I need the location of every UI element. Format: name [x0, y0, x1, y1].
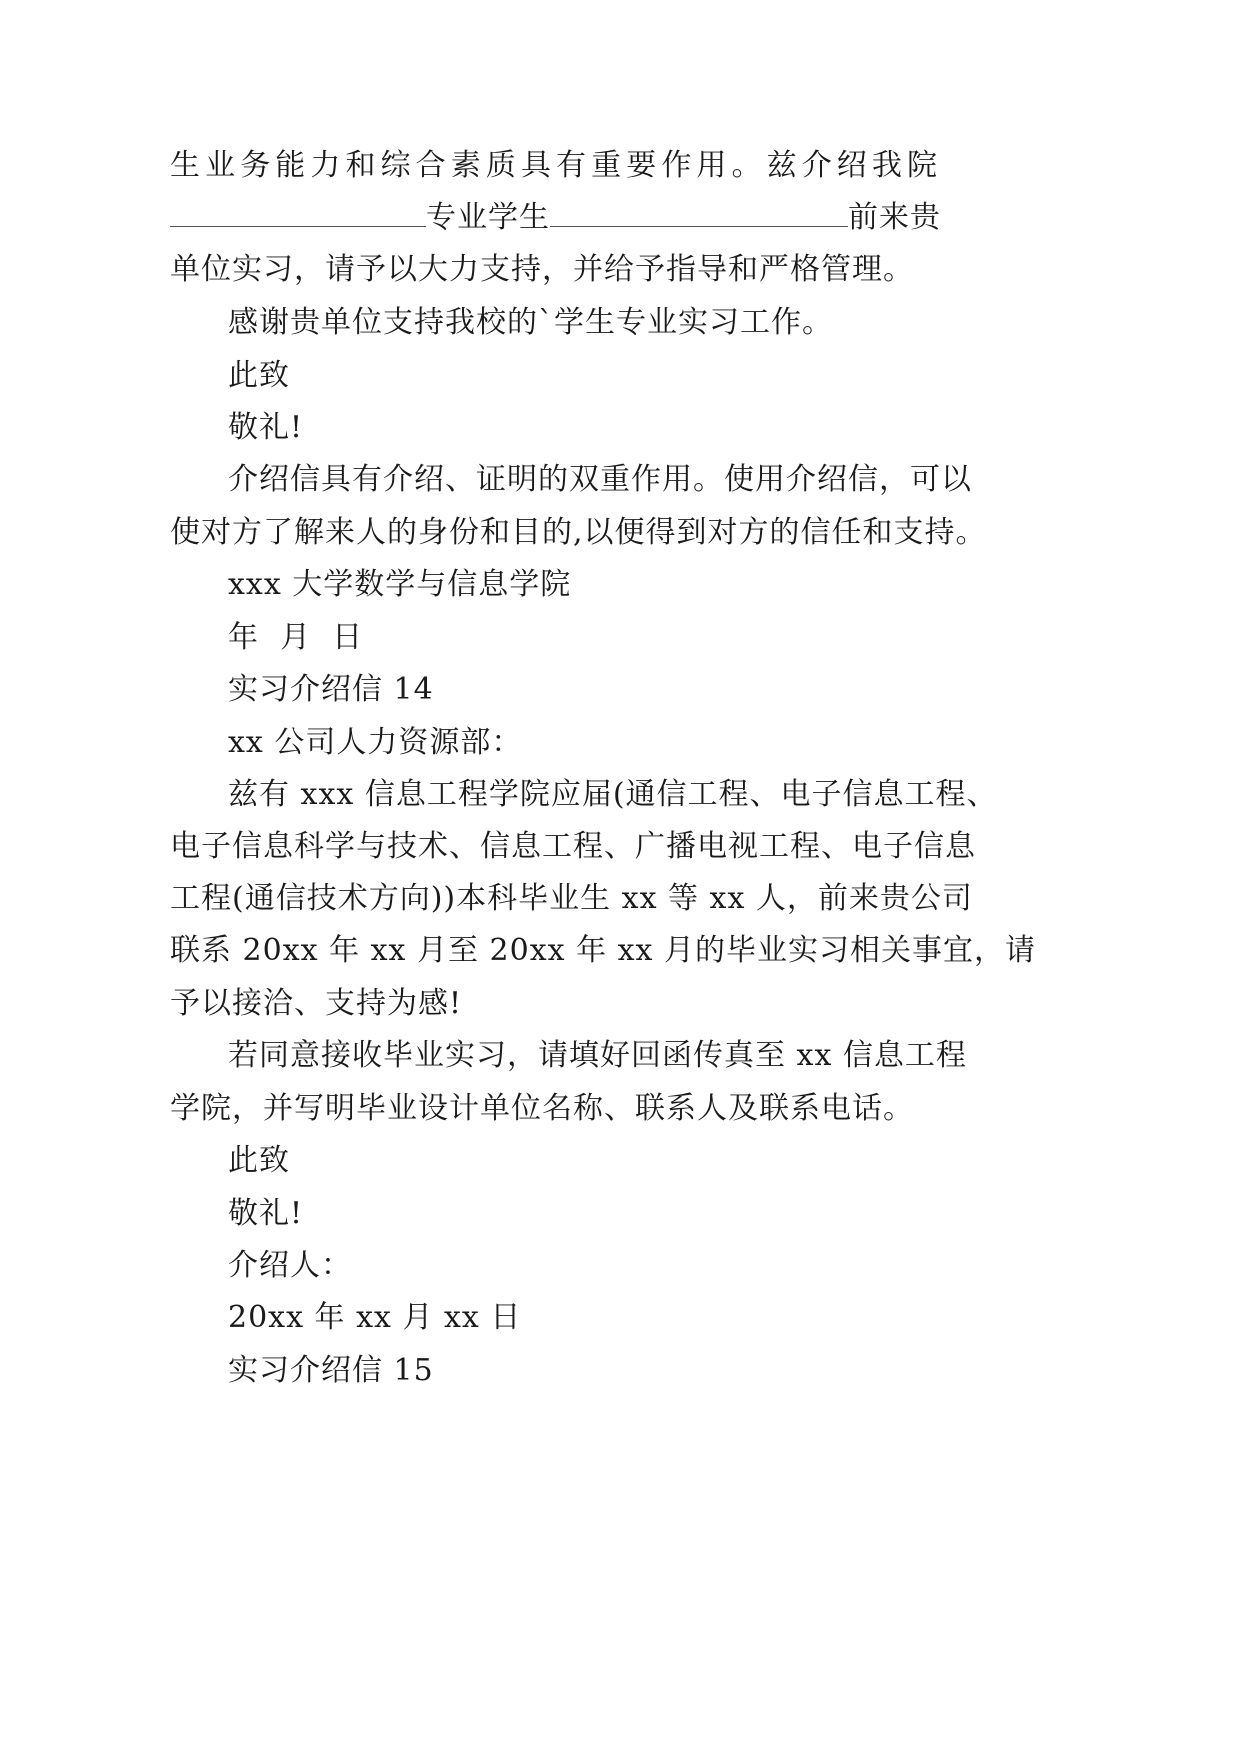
paragraph-line: 若同意接收毕业实习，请填好回函传真至 xx 信息工程	[228, 1038, 967, 1073]
thanks-line: 感谢贵单位支持我校的`学生专业实习工作。	[228, 305, 833, 340]
section-heading: 实习介绍信 15	[228, 1353, 434, 1388]
paragraph-line: 联系 20xx 年 xx 月至 20xx 年 xx 月的毕业实习相关事宜，请	[170, 933, 1036, 968]
signature-org: xxx 大学数学与信息学院	[228, 567, 572, 602]
salutation: 此致	[228, 1143, 290, 1178]
paragraph-line: 工程(通信技术方向))本科毕业生 xx 等 xx 人，前来贵公司	[170, 881, 973, 916]
paragraph-line: 兹有 xxx 信息工程学院应届(通信工程、电子信息工程、	[228, 777, 998, 812]
signature-date: 年 月 日	[228, 620, 364, 655]
recipient-line: xx 公司人力资源部：	[228, 725, 523, 760]
paragraph-line: 生业务能力和综合素质具有重要作用。兹介绍我院	[170, 148, 938, 183]
introducer-line: 介绍人：	[228, 1248, 352, 1283]
paragraph-line: 电子信息科学与技术、信息工程、广播电视工程、电子信息	[170, 829, 976, 864]
date-line: 20xx 年 xx 月 xx 日	[228, 1300, 522, 1335]
salutation: 敬礼!	[228, 410, 304, 445]
fill-in-blank	[550, 200, 848, 227]
paragraph-line: 予以接洽、支持为感!	[170, 986, 463, 1021]
paragraph-line: 介绍信具有介绍、证明的双重作用。使用介绍信，可以	[228, 462, 972, 497]
fill-in-blank	[170, 200, 426, 227]
salutation: 此致	[228, 358, 290, 393]
section-heading: 实习介绍信 14	[228, 672, 434, 707]
paragraph-line: 学院，并写明毕业设计单位名称、联系人及联系电话。	[170, 1091, 914, 1126]
paragraph-line: 单位实习，请予以大力支持，并给予指导和严格管理。	[170, 252, 914, 287]
blank-caption: 前来贵	[848, 200, 941, 235]
salutation: 敬礼!	[228, 1196, 304, 1231]
blank-caption: 专业学生	[426, 200, 550, 235]
paragraph-line-with-blanks	[170, 200, 941, 236]
paragraph-line: 使对方了解来人的身份和目的,以便得到对方的信任和支持。	[170, 515, 987, 550]
